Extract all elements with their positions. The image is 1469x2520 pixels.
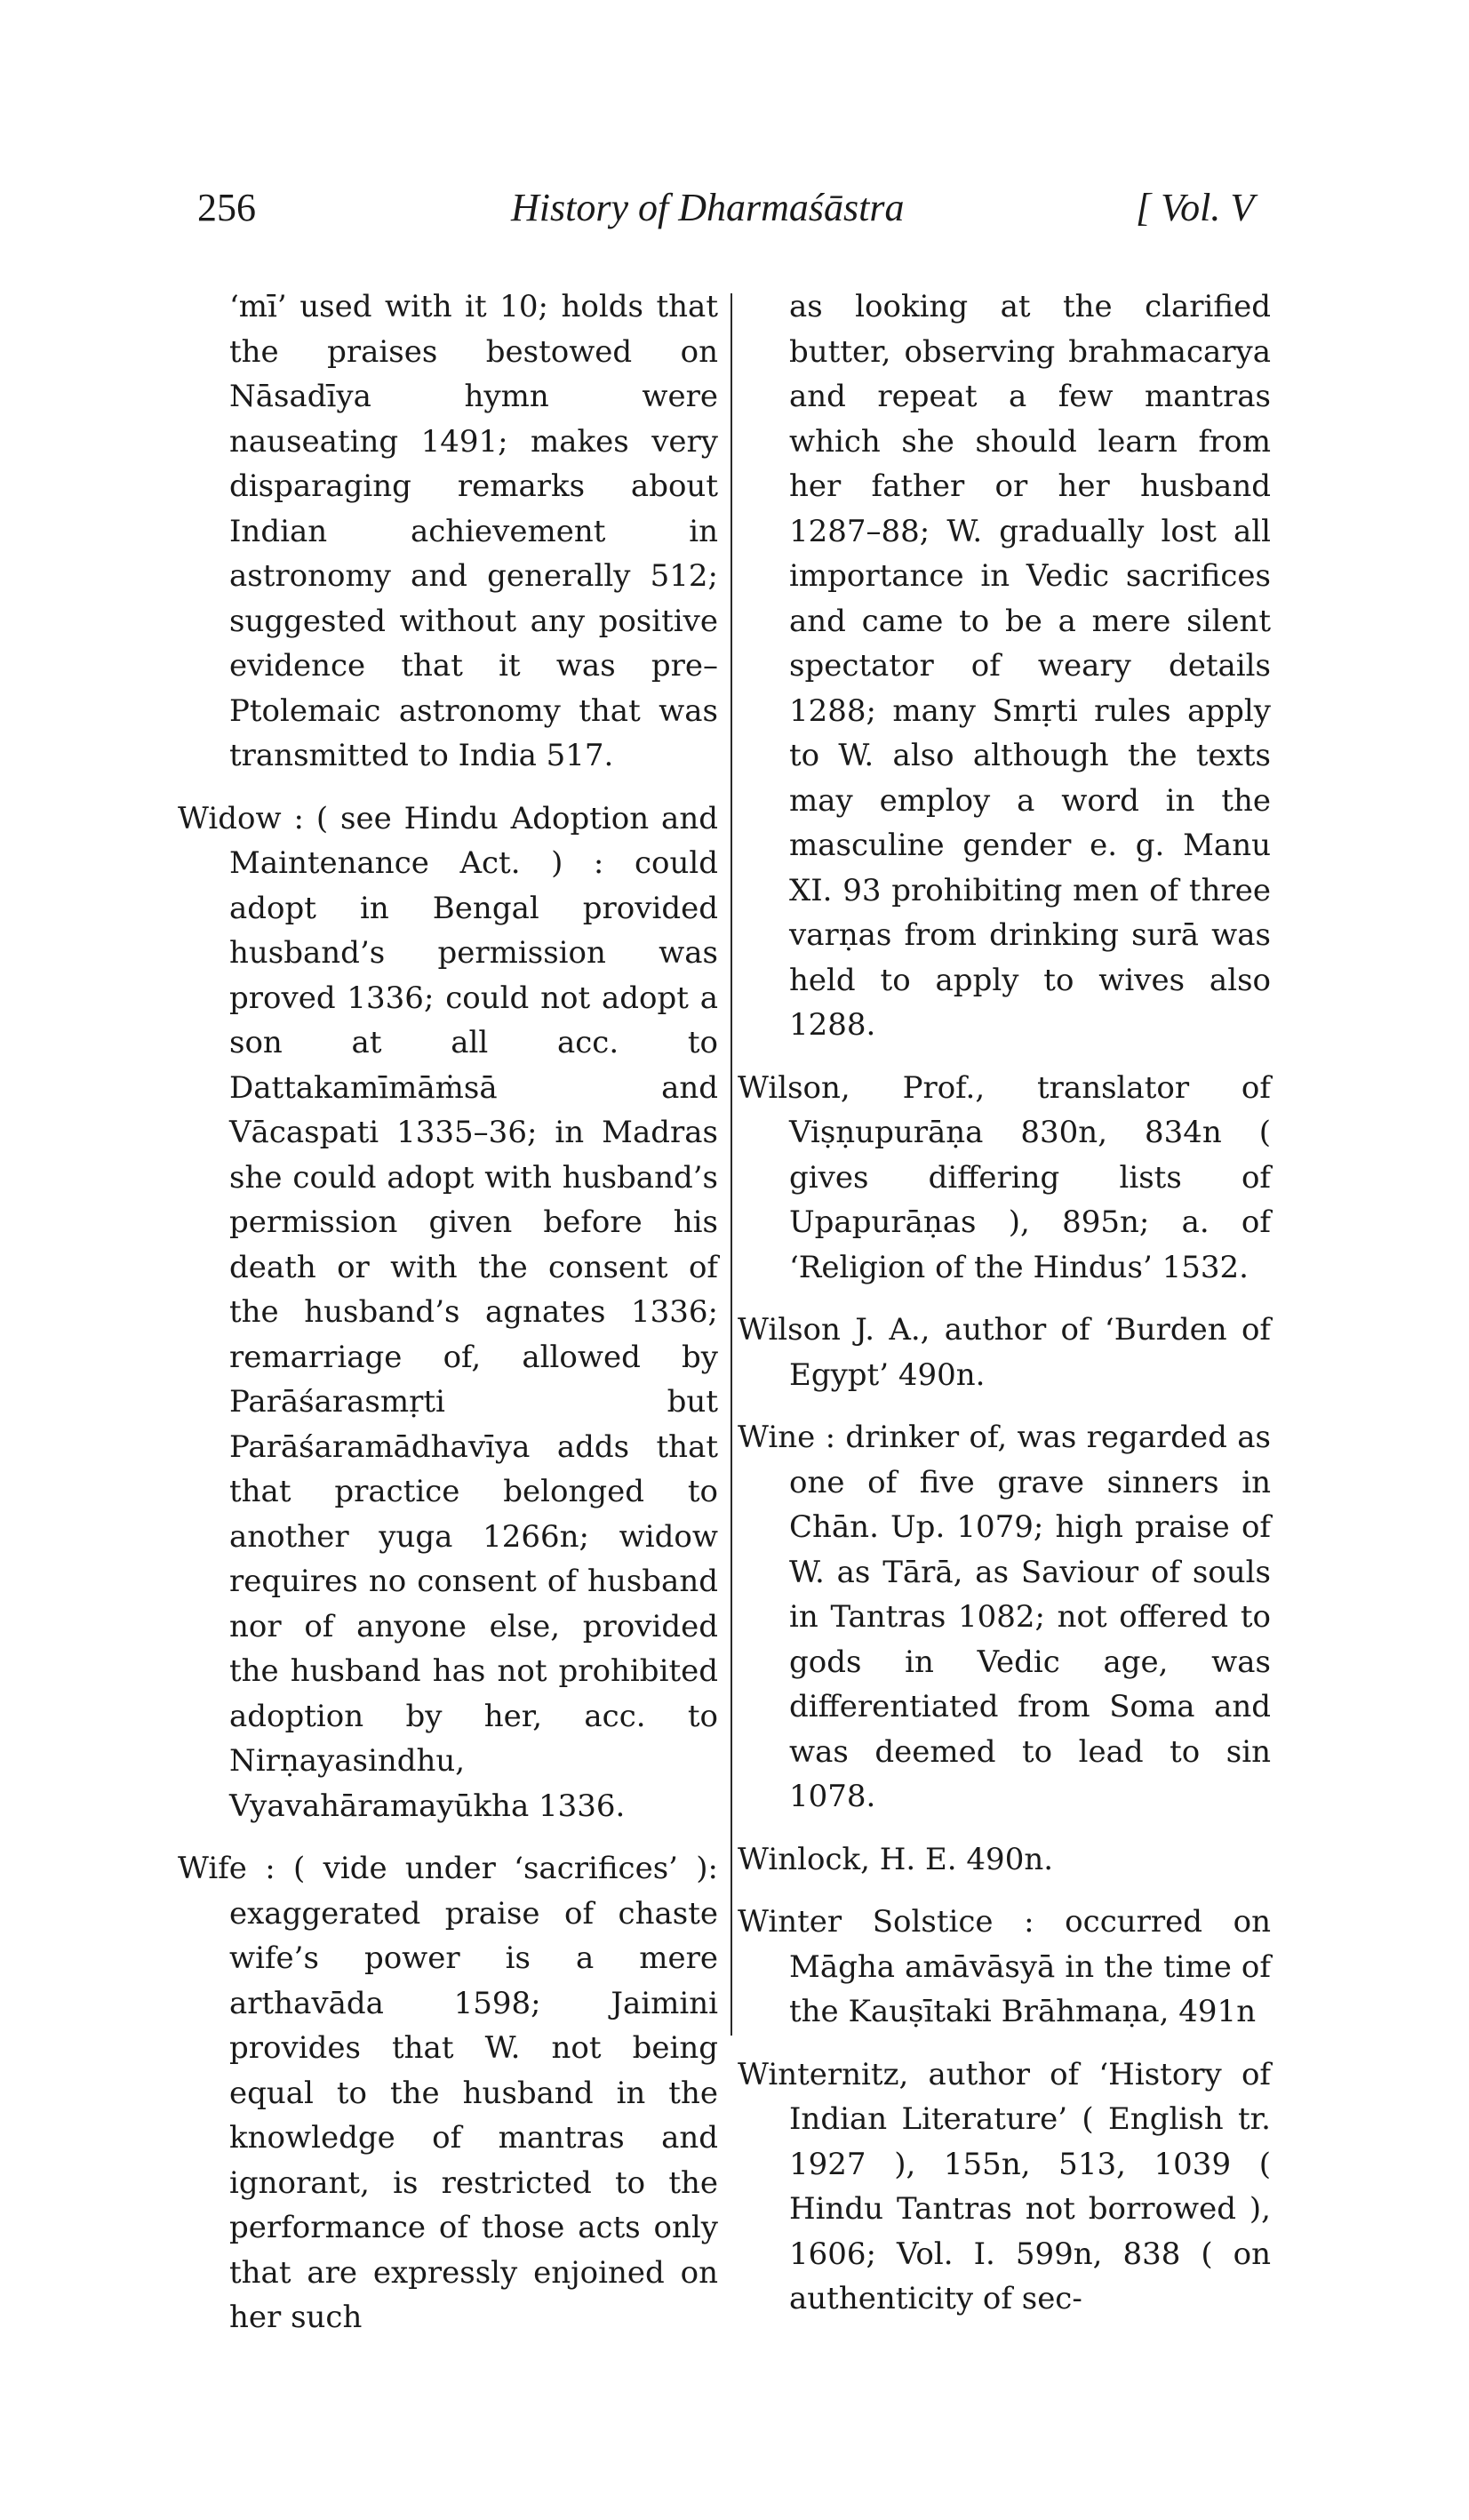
index-entry-winlock: Winlock, H. E. 490n.	[738, 1841, 1054, 1877]
column-divider	[731, 293, 732, 2036]
index-entry-wife-continued: as looking at the clarified butter, observing brahmacarya and repeat a few mantras which she should learn from her father or her husband 1287–88; W. gradually lost all importance in Vedic sacrifices and came to be a mere silent spectator of weary details 1288; many Smṛti rules apply to W. also although the texts may employ a word in the masculine gender e. g. Manu XI. 93 prohibiting men of three varṇas from drinking surā was held to apply to wives also 1288.	[789, 289, 1271, 1043]
index-entry-widow: Widow : ( see Hindu Adoption and Maintenance Act. ) : could adopt in Bengal provided husband’s permission was proved 1336; could not adopt a son at all acc. to Dattakamīmāṁsā and Vācaspati 1335–36; in Madras she could adopt with husband’s permission given before his death or with the consent of the husband’s agnates 1336; remarriage of, allowed by Parāśarasmṛti but Parāśaramādhavīya adds that that practice belonged to another yuga 1266n; widow requires no consent of husband nor of anyone else, provided the husband has not prohibited adoption by her, acc. to Nirṇayasindhu, Vyavahāramayūkha 1336.	[178, 800, 718, 1824]
running-title: History of Dharmaśāstra	[511, 186, 905, 229]
index-entry-winter-solstice: Winter Solstice : occurred on Māgha amāvāsyā in the time of the Kauṣītaki Brāhmaṇa, 491n	[738, 1904, 1271, 2029]
running-header	[0, 185, 1469, 238]
index-entry-wine: Wine : drinker of, was regarded as one of five grave sinners in Chān. Up. 1079; high praise of W. as Tārā, as Saviour of souls in Tantras 1082; not offered to gods in Vedic age, was differentiated from Soma and was deemed to lead to sin 1078.	[738, 1420, 1271, 1814]
left-column	[178, 284, 718, 2340]
index-entry-wife: Wife : ( vide under ‘sacrifices’ ): exaggerated praise of chaste wife’s power is a mere arthavāda 1598; Jaimini provides that W. not being equal to the husband in the knowledge of mantras and ignorant, is restricted to the performance of those acts only that are expressly enjoined on her such	[178, 1851, 718, 2335]
index-entry-wilson-ja: Wilson J. A., author of ‘Burden of Egypt’ 490n.	[738, 1312, 1271, 1393]
volume-label: [ Vol. V	[1136, 186, 1255, 229]
index-entry-winternitz: Winternitz, author of ‘History of Indian Literature’ ( English tr. 1927 ), 155n, 513, 1039 ( Hindu Tantras not borrowed ), 1606; Vol. I. 599n, 838 ( on authenticity of sec-	[738, 2056, 1271, 2316]
page-number: 256	[197, 186, 256, 229]
index-entry-mi-continued: ‘mī’ used with it 10; holds that the praises bestowed on Nāsadīya hymn were nauseating 1491; makes very disparaging remarks about Indian achievement in astronomy and generally 512; suggested without any positive evidence that it was pre–Ptolemaic astronomy that was transmitted to India 517.	[229, 289, 718, 773]
right-column	[738, 284, 1271, 2322]
index-entry-wilson-prof: Wilson, Prof., translator of Viṣṇupurāṇa 830n, 834n ( gives differing lists of Upapurāṇas ), 895n; a. of ‘Religion of the Hindus’ 1532.	[738, 1069, 1271, 1285]
